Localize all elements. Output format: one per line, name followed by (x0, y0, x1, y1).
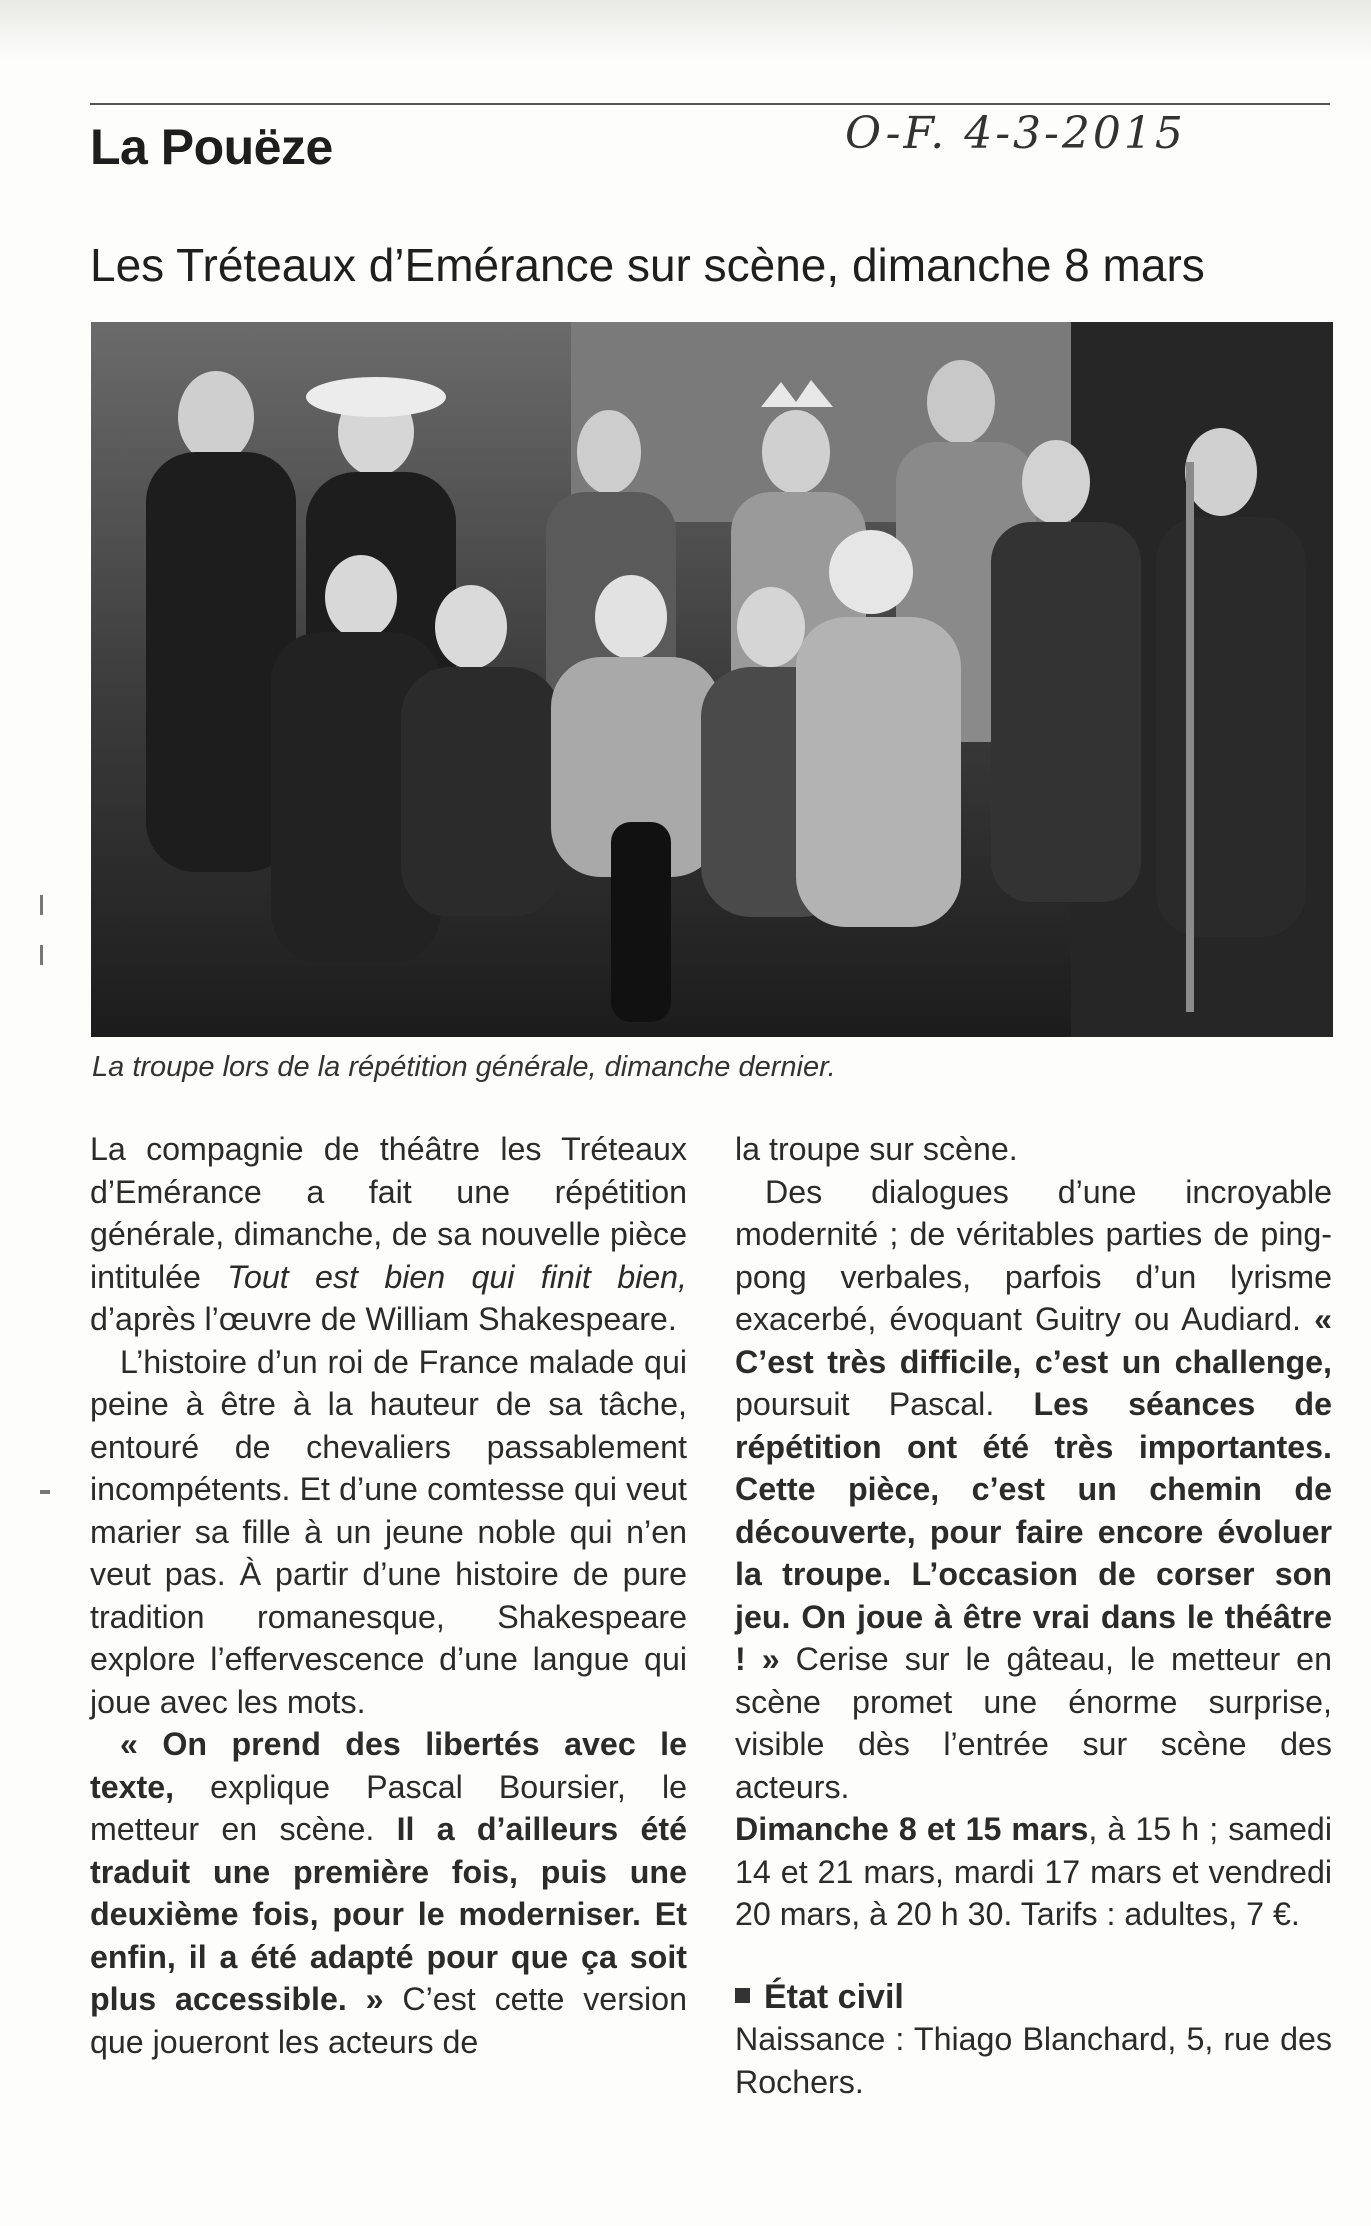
article-column-right (735, 1128, 1332, 2103)
margin-mark (40, 1490, 50, 1494)
top-rule (90, 103, 1330, 105)
quote-bold: Les séances de répétition ont été très importantes. Cette pièce, c’est un chemin de découverte, pour faire encore évoluer la troupe. L’occasion de corser son jeu. On joue à être vrai dans le théâtre ! » (735, 1386, 1332, 1677)
text-run: L’histoire d’un roi de France malade qui peine à être à la hauteur de sa tâche, entouré de chevaliers passablement incompétents. Et d’une comtesse qui veut marier sa fille à un jeune noble qui n’en veut pas. À partir d’une histoire de pure tradition romanesque, Shakespeare explore l’effervescence d’une langue qui joue avec les mots. (90, 1343, 687, 1720)
etat-civil-text: Naissance : Thiago Blanchard, 5, rue des Rochers. (735, 2021, 1332, 2100)
quote-bold: « C’est très difficile, c’est un challenge, (735, 1301, 1332, 1380)
paragraph (735, 1128, 1332, 1171)
paragraph (90, 1128, 687, 1341)
square-bullet-icon (735, 1988, 750, 2003)
text-run: Cerise sur le gâteau, le metteur en scène promet une énorme surprise, visible dès l’entrée sur scène des acteurs. (735, 1641, 1332, 1805)
play-title: Tout est bien qui finit bien, (227, 1258, 688, 1295)
paragraph (735, 1808, 1332, 1936)
text-run: C’est cette version que joueront les acteurs de (90, 1981, 687, 2060)
text-run: la troupe sur scène. (735, 1131, 1018, 1167)
text-run: poursuit Pascal. (735, 1386, 1034, 1422)
text-run: d’après l’œuvre de William Shakespeare. (90, 1301, 677, 1337)
text-run: explique Pascal Boursier, le metteur en scène. (90, 1768, 687, 1847)
dates-bold: Dimanche 8 et 15 mars (735, 1811, 1089, 1847)
margin-mark (40, 945, 43, 965)
etat-civil-title: État civil (764, 1977, 904, 2016)
text-run: La compagnie de théâtre les Tréteaux d’Emérance a fait une répétition générale, dimanche, de sa nouvelle pièce intitulée (90, 1131, 687, 1295)
photo-caption: La troupe lors de la répétition générale, dimanche dernier. (92, 1051, 836, 1083)
paragraph (735, 1171, 1332, 1809)
etat-civil-heading (735, 1976, 1332, 2019)
page-edge (0, 0, 1371, 60)
handwritten-reference: O-F. 4-3-2015 (845, 108, 1186, 159)
troupe-photo-image (91, 322, 1333, 1037)
article-headline: Les Tréteaux d’Emérance sur scène, dimanche 8 mars (90, 239, 1205, 291)
article-column-left (90, 1128, 687, 2063)
margin-mark (40, 895, 43, 915)
quote-bold: Il a d’ailleurs été traduit une première fois, puis une deuxième fois, pour le moderniser. Et enfin, il a été adapté pour que ça soit plus accessible. » (90, 1811, 687, 2017)
paragraph (90, 1723, 687, 2063)
quote-bold: « On prend des libertés avec le texte, (90, 1726, 687, 1805)
paragraph (90, 1341, 687, 1724)
section-title: La Pouëze (90, 119, 333, 175)
troupe-photo (91, 322, 1333, 1037)
text-run: , à 15 h ; samedi 14 et 21 mars, mardi 17 mars et vendredi 20 mars, à 20 h 30. Tarifs : adultes, 7 €. (735, 1811, 1332, 1932)
text-run: Des dialogues d’une incroyable modernité ; de véritables parties de ping-pong verbales, parfois d’un lyrisme exacerbé, évoquant Guitry ou Audiard. (735, 1173, 1332, 1337)
